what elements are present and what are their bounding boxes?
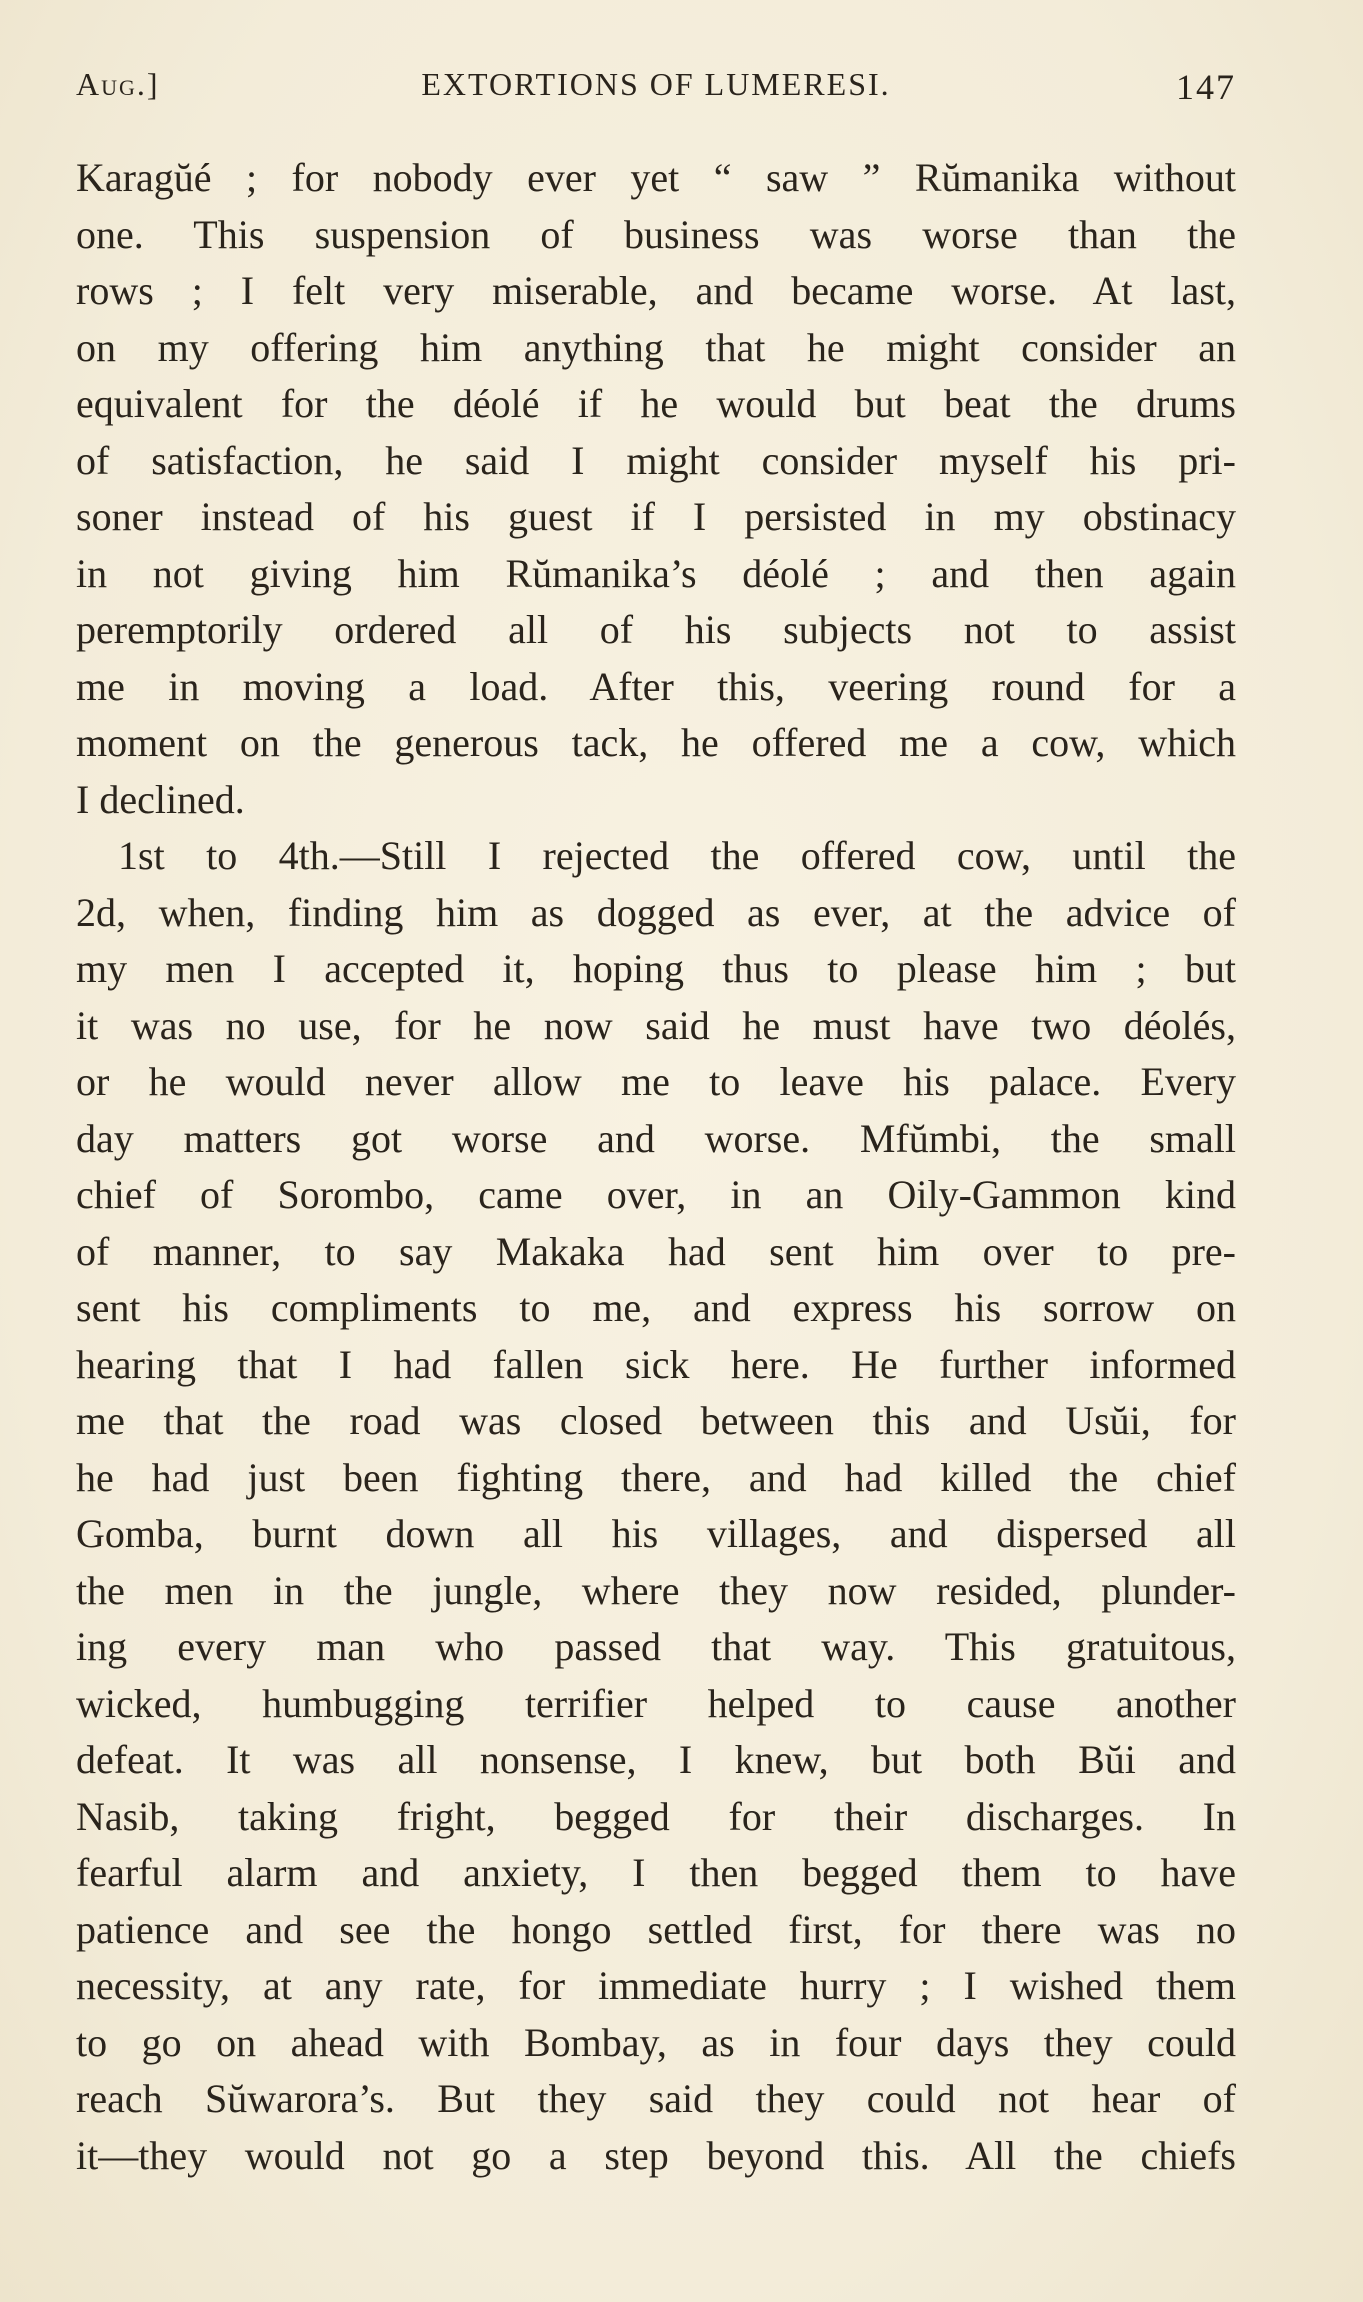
- running-header: [76, 66, 1236, 116]
- text-line: sent his compliments to me, and express his sorrow on: [76, 1285, 1236, 1330]
- text-line: reach Sŭwarora’s. But they said they could not hear of: [76, 2076, 1236, 2121]
- text-line: hearing that I had fallen sick here. He further informed: [76, 1341, 1236, 1387]
- text-line: patience and see the hongo settled first, for there was no: [76, 1906, 1236, 1952]
- text-line: soner instead of his guest if I persisted in my obstinacy: [76, 494, 1236, 539]
- text-line: I declined.: [76, 776, 245, 822]
- text-line: on my offering him anything that he might consider an: [76, 324, 1236, 370]
- text-line: fearful alarm and anxiety, I then begged them to have: [76, 1850, 1236, 1895]
- text-line: peremptorily ordered all of his subjects not to assist: [76, 607, 1236, 652]
- text-line: wicked, humbugging terrifier helped to cause another: [76, 1680, 1236, 1726]
- text-line: my men I accepted it, hoping thus to please him ; but: [76, 946, 1236, 991]
- text-line: of satisfaction, he said I might consider myself his pri-: [76, 437, 1236, 483]
- text-line: Karagŭé ; for nobody ever yet “ saw ” Rŭmanika without: [76, 155, 1236, 200]
- text-line: it—they would not go a step beyond this. All the chiefs: [76, 2132, 1236, 2178]
- text-line: equivalent for the déolé if he would but beat the drums: [76, 381, 1236, 426]
- text-line: to go on ahead with Bombay, as in four days they could: [76, 2019, 1236, 2065]
- text-line: necessity, at any rate, for immediate hurry ; I wished them: [76, 1963, 1236, 2008]
- text-line: it was no use, for he now said he must have two déolés,: [76, 1002, 1236, 1048]
- text-line: moment on the generous tack, he offered me a cow, which: [76, 720, 1236, 765]
- text-line: of manner, to say Makaka had sent him over to pre-: [76, 1228, 1236, 1274]
- text-line: Nasib, taking fright, begged for their discharges. In: [76, 1793, 1236, 1839]
- text-line: the men in the jungle, where they now resided, plunder-: [76, 1567, 1236, 1613]
- page-number: 147: [1176, 67, 1236, 107]
- text-line: me in moving a load. After this, veering round for a: [76, 663, 1236, 709]
- text-line: in not giving him Rŭmanika’s déolé ; and then again: [76, 550, 1236, 596]
- text-line: or he would never allow me to leave his palace. Every: [76, 1059, 1236, 1104]
- header-title: EXTORTIONS OF LUMERESI.: [421, 66, 891, 102]
- text-line: he had just been fighting there, and had killed the chief: [76, 1454, 1236, 1500]
- text-line: ing every man who passed that way. This gratuitous,: [76, 1624, 1236, 1669]
- header-month: Aug.]: [76, 66, 160, 102]
- text-line: 1st to 4th.—Still I rejected the offered cow, until the: [118, 833, 1236, 878]
- text-line: rows ; I felt very miserable, and became worse. At last,: [76, 268, 1236, 313]
- text-line: me that the road was closed between this and Usŭi, for: [76, 1398, 1236, 1443]
- text-line: Gomba, burnt down all his villages, and dispersed all: [76, 1511, 1236, 1556]
- text-line: one. This suspension of business was worse than the: [76, 211, 1236, 257]
- text-line: defeat. It was all nonsense, I knew, but both Bŭi and: [76, 1737, 1236, 1782]
- text-line: 2d, when, finding him as dogged as ever, at the advice of: [76, 889, 1236, 935]
- body-text: [76, 150, 1236, 2184]
- text-line: day matters got worse and worse. Mfŭmbi, the small: [76, 1115, 1236, 1161]
- text-line: chief of Sorombo, came over, in an Oily-Gammon kind: [76, 1172, 1236, 1217]
